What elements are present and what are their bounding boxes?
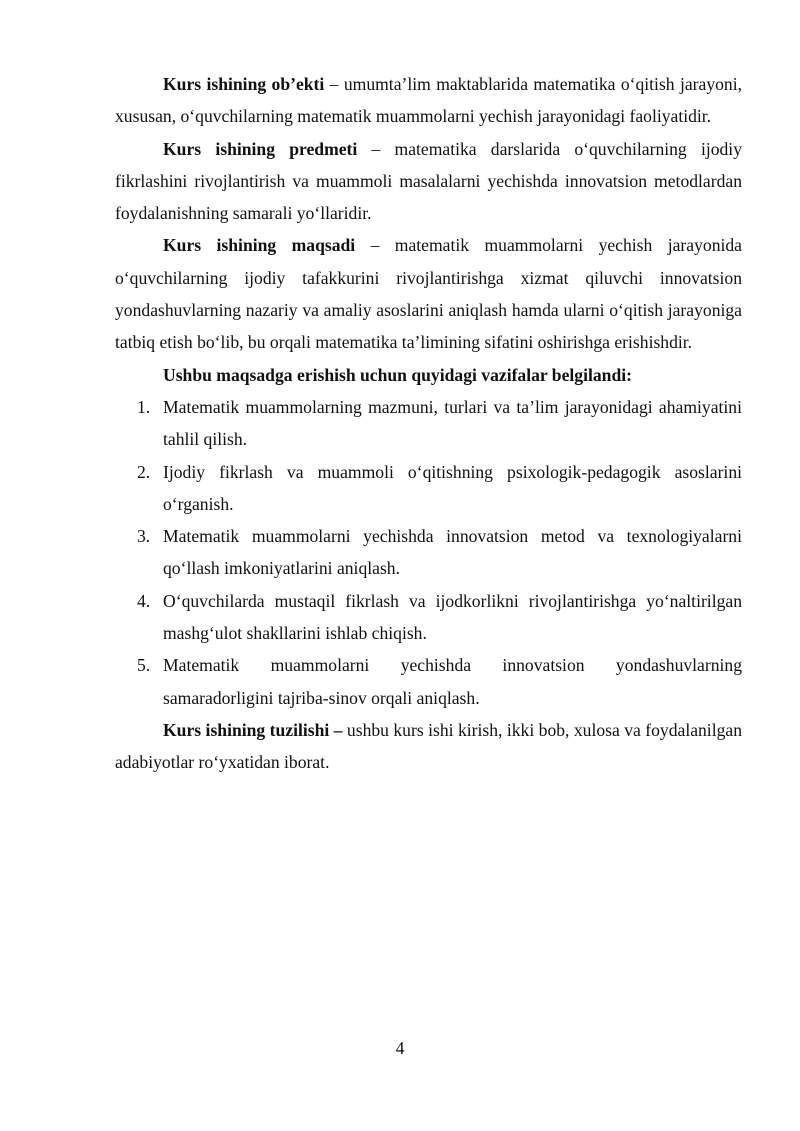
list-item-number: 3. [137, 526, 151, 547]
list-item [115, 520, 742, 585]
list-item [115, 456, 742, 521]
document-page [115, 68, 742, 779]
paragraph-subject [115, 133, 742, 230]
list-item-text: O‘quvchilarda mustaqil fikrlash va ijodkorlikni rivojlantirishga yo‘naltirilgan mashg‘ulot shakllarini ishlab chiqish. [163, 590, 742, 644]
paragraph-object-text: – umumta’lim maktablarida matematika o‘qitish jarayoni, xususan, o‘quvchilarning matematik muammolarni yechish jarayonidagi faoliyatidir. [115, 74, 742, 127]
paragraph-goal [115, 229, 742, 358]
list-item-text: Ijodiy fikrlash va muammoli o‘qitishning psixologik-pedagogik asoslarini o‘rganish. [163, 461, 742, 514]
list-item-number: 5. [137, 655, 151, 676]
paragraph-object [115, 68, 742, 133]
paragraph-goal-term: Kurs ishining maqsadi [163, 235, 356, 256]
list-item [115, 585, 742, 650]
tasks-list [115, 391, 742, 714]
paragraph-subject-text: – matematika darslarida o‘quvchilarning ijodiy fikrlashini rivojlantirish va muammoli masalalarni yechishda innovatsion metodlardan foydalanishning samarali yo‘llaridir. [115, 138, 742, 224]
list-item-text: Matematik muammolarni yechishda innovatsion yondashuvlarning samaradorligini tajriba-sinov orqali aniqlash. [163, 655, 742, 708]
list-item-text: Matematik muammolarning mazmuni, turlari va ta’lim jarayonidagi ahamiyatini tahlil qilish. [163, 396, 742, 450]
paragraph-structure [115, 714, 742, 779]
paragraph-object-term: Kurs ishining ob’ekti [163, 74, 325, 94]
list-item [115, 391, 742, 456]
page-number: 4 [395, 1038, 405, 1058]
tasks-heading: Ushbu maqsadga erishish uchun quyidagi vazifalar belgilandi: [163, 364, 632, 385]
list-item-number: 1. [137, 396, 151, 417]
paragraph-structure-text: ushbu kurs ishi kirish, ikki bob, xulosa va foydalanilgan adabiyotlar ro‘yxatidan iborat. [115, 719, 742, 773]
paragraph-goal-text: – matematik muammolarni yechish jarayonida o‘quvchilarning ijodiy tafakkurini rivojlantirishga xizmat qiluvchi innovatsion yondashuvlarning nazariy va amaliy asoslarini aniqlash hamda ularni o‘qitish jarayoniga tatbiq etish bo‘lib, bu orqali matematika ta’limining sifatini oshirishga erishishdir. [115, 235, 742, 353]
paragraph-structure-term: Kurs ishining tuzilishi – [163, 719, 343, 740]
list-item-number: 4. [137, 590, 151, 611]
list-item-number: 2. [137, 461, 151, 482]
list-item [115, 649, 742, 714]
paragraph-subject-term: Kurs ishining predmeti [163, 138, 358, 159]
list-item-text: Matematik muammolarni yechishda innovatsion metod va texnologiyalarni qo‘llash imkoniyatlarini aniqlash. [163, 526, 742, 579]
